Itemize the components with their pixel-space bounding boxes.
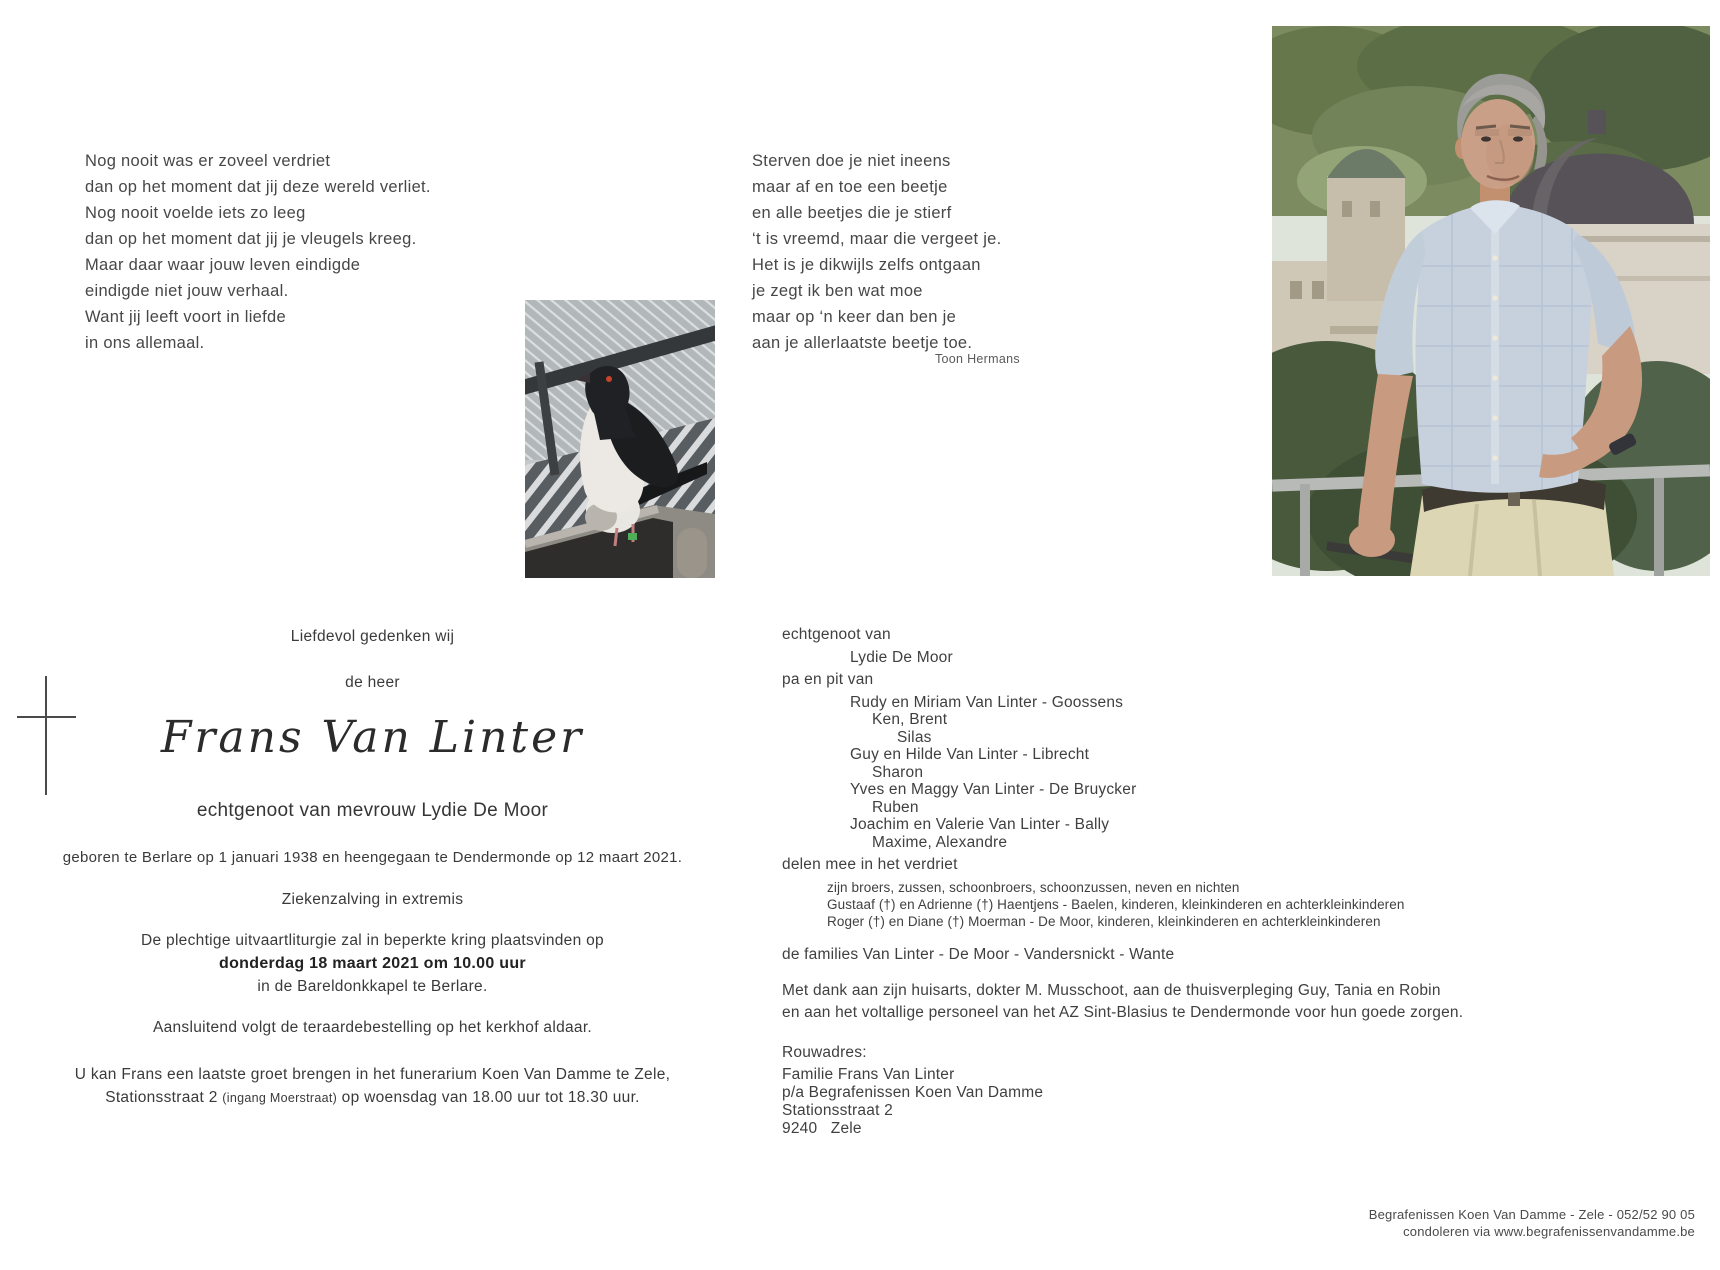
mourning-address-line: Stationsstraat 2 [782, 1102, 893, 1119]
pigeon-photo-image [525, 300, 715, 578]
poem-line: en alle beetjes die je stierf [752, 204, 952, 222]
thanks-line: Met dank aan zijn huisarts, dokter M. Musschoot, aan de thuisverpleging Guy, Tania en Robin [782, 982, 1441, 999]
poem-line: maar op ‘n keer dan ben je [752, 308, 957, 326]
family-item: zijn broers, zussen, schoonbroers, schoonzussen, neven en nichten [827, 879, 1240, 895]
family-item: Ruben [872, 798, 919, 816]
mourning-address-line: p/a Begrafenissen Koen Van Damme [782, 1084, 1044, 1101]
family-item: Lydie De Moor [850, 648, 953, 666]
visitation-entrance-note: (ingang Moerstraat) [222, 1091, 338, 1105]
poem-attribution: Toon Hermans [935, 352, 1020, 366]
funeral-home-footer [1190, 1206, 1695, 1240]
service-datetime: donderdag 18 maart 2021 om 10.00 uur [219, 955, 526, 972]
family-item: Guy en Hilde Van Linter - Librecht [850, 746, 1090, 763]
poem-line: dan op het moment dat jij deze wereld verliet. [85, 178, 431, 196]
family-item: de families Van Linter - De Moor - Vandersnickt - Wante [782, 945, 1175, 963]
service-details [40, 929, 705, 998]
visitation-address: Stationsstraat 2 [105, 1089, 223, 1106]
deceased-honorific: de heer [345, 674, 400, 691]
mourning-address-label: Rouwadres: [782, 1044, 867, 1061]
family-item: Yves en Maggy Van Linter - De Bruycker [850, 781, 1137, 798]
poem-line: Want jij leeft voort in liefde [85, 308, 286, 326]
family-item: Ken, Brent [872, 711, 948, 728]
family-item: pa en pit van [782, 671, 874, 688]
poem-line: je zegt ik ben wat moe [752, 282, 923, 300]
family-item: Rudy en Miriam Van Linter - Goossens [850, 693, 1124, 711]
family-item: Joachim en Valerie Van Linter - Bally [850, 816, 1110, 833]
poem-line: Nog nooit voelde iets zo leeg [85, 204, 306, 222]
thanks-block [782, 980, 1712, 1024]
mourning-address-line: Familie Frans Van Linter [782, 1066, 955, 1083]
life-dates: geboren te Berlare op 1 januari 1938 en heengegaan te Dendermonde op 12 maart 2021. [62, 849, 683, 866]
poem-line: in ons allemaal. [85, 334, 205, 352]
service-intro: De plechtige uitvaartliturgie zal in beperkte kring plaatsvinden op [141, 932, 604, 949]
pigeon-photo [525, 300, 715, 578]
family-item: delen mee in het verdriet [782, 856, 958, 873]
family-item: Maxime, Alexandre [872, 833, 1008, 851]
thanks-line: en aan het voltallige personeel van het AZ Sint-Blasius te Dendermonde voor hun goede zorgen. [782, 1004, 1464, 1021]
poem-line: Het is je dikwijls zelfs ontgaan [752, 256, 981, 274]
footer-line: Begrafenissen Koen Van Damme - Zele - 052/52 90 05 [1368, 1207, 1695, 1222]
poem-line: eindigde niet jouw verhaal. [85, 282, 289, 300]
portrait-photo-image [1272, 26, 1710, 576]
visitation-line-1: U kan Frans een laatste groet brengen in het funerarium Koen Van Damme te Zele, [74, 1066, 671, 1083]
poem-line: maar af en toe een beetje [752, 178, 948, 196]
portrait-photo [1272, 26, 1710, 576]
left-poem [85, 148, 431, 356]
family-item: Silas [897, 728, 932, 746]
visitation-line-2 [40, 1086, 705, 1110]
family-list [782, 626, 1712, 963]
sacrament-line: Ziekenzalving in extremis [281, 891, 464, 908]
mourning-address-line: 9240 Zele [782, 1120, 862, 1137]
poem-line: Nog nooit was er zoveel verdriet [85, 152, 331, 170]
mourning-address-lines [782, 1066, 1302, 1138]
burial-line: Aansluitend volgt de teraardebestelling op het kerkhof aldaar. [152, 1019, 593, 1036]
mourning-address-block [782, 1044, 1302, 1138]
poem-line: aan je allerlaatste beetje toe. [752, 334, 973, 352]
poem-line: Maar daar waar jouw leven eindigde [85, 256, 361, 274]
footer-line: condoleren via www.begrafenissenvandamme.be [1403, 1224, 1695, 1239]
visitation-details [40, 1063, 705, 1110]
visitation-hours: op woensdag van 18.00 uur tot 18.30 uur. [337, 1089, 640, 1106]
poem-line: dan op het moment dat jij je vleugels kreeg. [85, 230, 417, 248]
memorial-intro: Liefdevol gedenken wij [290, 628, 455, 645]
poem-line: ‘t is vreemd, maar die vergeet je. [752, 230, 1002, 248]
family-item: Roger (†) en Diane (†) Moerman - De Moor, kinderen, kleinkinderen en achterkleinkinderen [827, 913, 1381, 929]
family-item: echtgenoot van [782, 626, 891, 643]
deceased-name: Frans Van Linter [160, 712, 585, 763]
family-item: Sharon [872, 763, 924, 781]
family-item: Gustaaf (†) en Adrienne (†) Haentjens - Baelen, kinderen, kleinkinderen en achterkleinkinderen [827, 896, 1405, 912]
right-poem [752, 148, 1002, 356]
spouse-line: echtgenoot van mevrouw Lydie De Moor [196, 800, 549, 821]
service-location: in de Bareldonkkapel te Berlare. [257, 978, 488, 995]
poem-line: Sterven doe je niet ineens [752, 152, 951, 170]
